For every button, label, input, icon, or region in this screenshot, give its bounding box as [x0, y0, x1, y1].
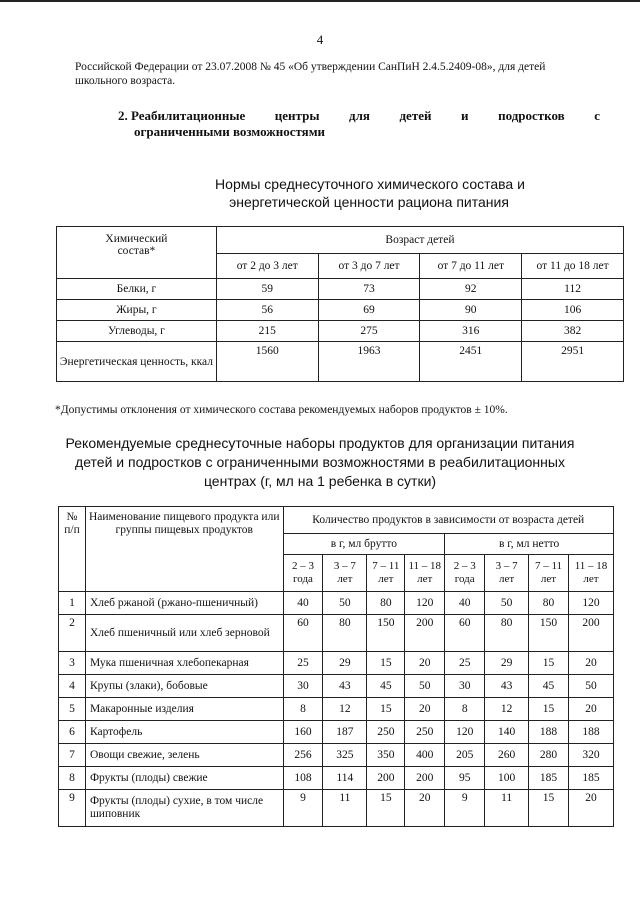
table-row [57, 342, 624, 382]
table-row [59, 675, 614, 698]
cell-value: 15 [367, 652, 405, 675]
cell-value: 260 [485, 744, 529, 767]
cell-value: 25 [445, 652, 485, 675]
cell-value: 73 [318, 279, 420, 300]
header-netto: в г, мл нетто [445, 534, 614, 555]
table-row [59, 744, 614, 767]
cell-value: 50 [323, 592, 367, 615]
cell-value: 316 [420, 321, 522, 342]
cell-value: 15 [367, 698, 405, 721]
cell-value: 200 [405, 767, 445, 790]
table1-title [0, 175, 640, 211]
cell-value: 40 [283, 592, 323, 615]
section-word: для [349, 108, 370, 123]
table2-title [20, 434, 620, 491]
cell-value: 50 [568, 675, 613, 698]
chemical-composition-table [56, 226, 624, 382]
product-name: Макаронные изделия [85, 698, 283, 721]
cell-value: 9 [283, 790, 323, 827]
header-num: № п/п [59, 507, 86, 592]
cell-value: 150 [529, 615, 569, 652]
section-word: с [594, 108, 600, 123]
cell-value: 15 [367, 790, 405, 827]
table-row [59, 615, 614, 652]
cell-value: 40 [445, 592, 485, 615]
top-border-line [0, 0, 640, 2]
cell-value: 15 [529, 698, 569, 721]
age-col-header: 11 – 18 лет [405, 555, 445, 592]
cell-value: 400 [405, 744, 445, 767]
table-row [59, 721, 614, 744]
cell-value: 12 [323, 698, 367, 721]
product-name: Фрукты (плоды) сухие, в том числе шиповник [85, 790, 283, 827]
section-word: детей [399, 108, 432, 123]
cell-value: 56 [216, 300, 318, 321]
cell-value: 80 [485, 615, 529, 652]
header-composition: Химический состав* [57, 227, 217, 279]
table2-title-line-1: Рекомендуемые среднесуточные наборы продуктов для организации питания [65, 435, 575, 451]
cell-value: 60 [445, 615, 485, 652]
cell-value: 80 [367, 592, 405, 615]
intro-paragraph [75, 60, 605, 88]
header-brutto: в г, мл брутто [283, 534, 445, 555]
age-col-header: 7 – 11 лет [367, 555, 405, 592]
table-row [59, 592, 614, 615]
cell-value: 1963 [318, 342, 420, 382]
cell-value: 50 [405, 675, 445, 698]
cell-value: 29 [323, 652, 367, 675]
cell-value: 350 [367, 744, 405, 767]
cell-value: 185 [529, 767, 569, 790]
cell-value: 150 [367, 615, 405, 652]
row-number: 1 [59, 592, 86, 615]
row-number: 7 [59, 744, 86, 767]
footnote: *Допустимы отклонения от химического состава рекомендуемых наборов продуктов ± 10%. [55, 404, 508, 416]
product-name: Крупы (злаки), бобовые [85, 675, 283, 698]
age-col-header: 2 – 3 года [445, 555, 485, 592]
cell-value: 90 [420, 300, 522, 321]
cell-value: 187 [323, 721, 367, 744]
section-word: и [461, 108, 469, 123]
cell-value: 92 [420, 279, 522, 300]
age-col-header: 7 – 11 лет [529, 555, 569, 592]
cell-value: 69 [318, 300, 420, 321]
product-sets-table [58, 506, 614, 827]
table-row [57, 300, 624, 321]
cell-value: 15 [529, 652, 569, 675]
row-number: 4 [59, 675, 86, 698]
age-group-header: от 2 до 3 лет [216, 254, 318, 279]
cell-value: 80 [323, 615, 367, 652]
cell-value: 200 [367, 767, 405, 790]
cell-value: 29 [485, 652, 529, 675]
header-age: Возраст детей [216, 227, 623, 254]
cell-value: 25 [283, 652, 323, 675]
table-row [57, 321, 624, 342]
section-heading-line-2: ограниченными возможностями [134, 124, 326, 139]
cell-value: 114 [323, 767, 367, 790]
cell-value: 11 [323, 790, 367, 827]
table-row [59, 790, 614, 827]
row-label: Энергетическая ценность, ккал [57, 342, 217, 382]
cell-value: 60 [283, 615, 323, 652]
row-label: Жиры, г [57, 300, 217, 321]
section-word: подростков [498, 108, 565, 123]
table1-title-line-1: Нормы среднесуточного химического состава и [215, 176, 525, 192]
cell-value: 20 [568, 790, 613, 827]
cell-value: 11 [485, 790, 529, 827]
cell-value: 20 [405, 652, 445, 675]
cell-value: 30 [445, 675, 485, 698]
table1-title-line-2: энергетической ценности рациона питания [229, 194, 509, 210]
cell-value: 188 [568, 721, 613, 744]
age-col-header: 11 – 18 лет [568, 555, 613, 592]
cell-value: 140 [485, 721, 529, 744]
cell-value: 8 [283, 698, 323, 721]
age-group-header: от 7 до 11 лет [420, 254, 522, 279]
header-product-name: Наименование пищевого продукта или группы пищевых продуктов [85, 507, 283, 592]
cell-value: 80 [529, 592, 569, 615]
cell-value: 95 [445, 767, 485, 790]
cell-value: 280 [529, 744, 569, 767]
age-group-header: от 3 до 7 лет [318, 254, 420, 279]
cell-value: 250 [367, 721, 405, 744]
row-number: 9 [59, 790, 86, 827]
cell-value: 20 [568, 652, 613, 675]
cell-value: 1560 [216, 342, 318, 382]
section-word: 2. Реабилитационные [118, 108, 246, 123]
header-quantity: Количество продуктов в зависимости от возраста детей [283, 507, 613, 534]
product-name: Картофель [85, 721, 283, 744]
cell-value: 205 [445, 744, 485, 767]
row-number: 2 [59, 615, 86, 652]
row-label: Углеводы, г [57, 321, 217, 342]
cell-value: 15 [529, 790, 569, 827]
cell-value: 120 [568, 592, 613, 615]
cell-value: 120 [445, 721, 485, 744]
cell-value: 20 [568, 698, 613, 721]
intro-line-1: Российской Федерации от 23.07.2008 № 45 «Об утверждении СанПиН 2.4.5.2409-08», для детей [75, 61, 546, 73]
cell-value: 59 [216, 279, 318, 300]
cell-value: 112 [522, 279, 624, 300]
product-name: Мука пшеничная хлебопекарная [85, 652, 283, 675]
section-heading [118, 108, 600, 140]
cell-value: 45 [529, 675, 569, 698]
cell-value: 12 [485, 698, 529, 721]
cell-value: 20 [405, 698, 445, 721]
cell-value: 382 [522, 321, 624, 342]
cell-value: 320 [568, 744, 613, 767]
intro-line-2: школьного возраста. [75, 75, 176, 87]
cell-value: 9 [445, 790, 485, 827]
row-number: 3 [59, 652, 86, 675]
row-number: 5 [59, 698, 86, 721]
cell-value: 30 [283, 675, 323, 698]
cell-value: 100 [485, 767, 529, 790]
section-word: центры [274, 108, 320, 123]
cell-value: 188 [529, 721, 569, 744]
product-name: Хлеб пшеничный или хлеб зерновой [85, 615, 283, 652]
cell-value: 8 [445, 698, 485, 721]
section-heading-line-1 [118, 108, 600, 124]
table-row [59, 652, 614, 675]
table2-title-line-3: центрах (г, мл на 1 ребенка в сутки) [203, 473, 437, 489]
row-label: Белки, г [57, 279, 217, 300]
table-row [57, 279, 624, 300]
cell-value: 106 [522, 300, 624, 321]
row-number: 6 [59, 721, 86, 744]
cell-value: 108 [283, 767, 323, 790]
cell-value: 200 [405, 615, 445, 652]
age-col-header: 2 – 3 года [283, 555, 323, 592]
product-name: Фрукты (плоды) свежие [85, 767, 283, 790]
cell-value: 120 [405, 592, 445, 615]
cell-value: 43 [485, 675, 529, 698]
table-row [59, 767, 614, 790]
product-name: Овощи свежие, зелень [85, 744, 283, 767]
cell-value: 250 [405, 721, 445, 744]
cell-value: 2951 [522, 342, 624, 382]
cell-value: 185 [568, 767, 613, 790]
cell-value: 200 [568, 615, 613, 652]
cell-value: 160 [283, 721, 323, 744]
cell-value: 256 [283, 744, 323, 767]
cell-value: 20 [405, 790, 445, 827]
cell-value: 215 [216, 321, 318, 342]
product-name: Хлеб ржаной (ржано-пшеничный) [85, 592, 283, 615]
row-number: 8 [59, 767, 86, 790]
cell-value: 45 [367, 675, 405, 698]
cell-value: 325 [323, 744, 367, 767]
cell-value: 275 [318, 321, 420, 342]
age-group-header: от 11 до 18 лет [522, 254, 624, 279]
table-row [59, 698, 614, 721]
cell-value: 2451 [420, 342, 522, 382]
cell-value: 43 [323, 675, 367, 698]
table2-title-line-2: детей и подростков с ограниченными возможностями в реабилитационных [75, 454, 565, 470]
page-number: 4 [316, 32, 324, 47]
age-col-header: 3 – 7 лет [485, 555, 529, 592]
age-col-header: 3 – 7 лет [323, 555, 367, 592]
cell-value: 50 [485, 592, 529, 615]
